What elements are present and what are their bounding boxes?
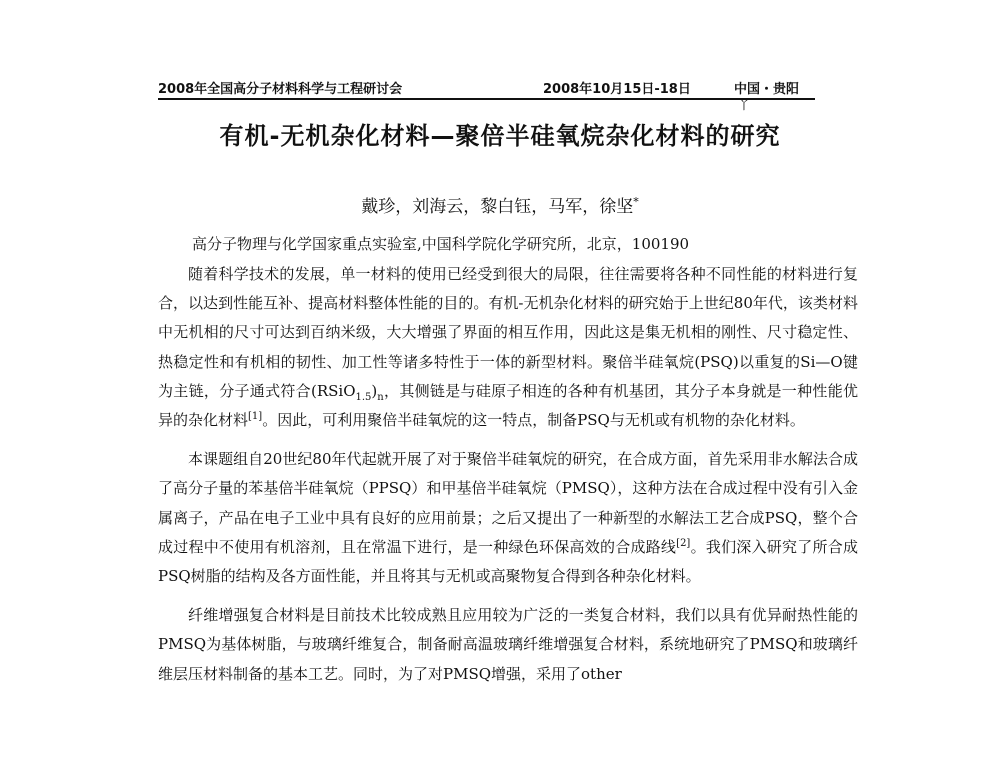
p1-text-b: ) [371, 381, 378, 400]
handwritten-mark: 丫 [738, 98, 751, 112]
paragraph-3 [158, 601, 858, 689]
p1-text-c: ，其侧链是与硅原子相连的各种有机基团，其分子本身就是一种性能优异的杂化材料 [158, 381, 858, 430]
header-rule [158, 98, 815, 100]
body-text [158, 260, 858, 689]
running-header [158, 76, 813, 98]
conference-name: 2008年全国高分子材料科学与工程研讨会 [158, 82, 403, 97]
p2-reference: [2] [676, 537, 691, 549]
author-list [0, 192, 1000, 217]
p2-text-b: 。我们深入研究了所合成PSQ树脂的结构及各方面性能，并且将其与无机或高聚物复合得到各种杂化材料。 [158, 537, 858, 586]
p1-text-a: 随着科学技术的发展，单一材料的使用已经受到很大的局限，往往需要将各种不同性能的材料进行复合，以达到性能互补、提高材料整体性能的目的。有机-无机杂化材料的研究始于上世纪80年代，该类材料中无机相的尺寸可达到百纳米级，大大增强了界面的相互作用，因此这是集无机相的刚性、尺寸稳定性、热稳定性和有机相的韧性、加工性等诸多特性于一体的新型材料。聚倍半硅氧烷(PSQ)以重复的Si—O键为主链，分子通式符合(RSiO [158, 265, 858, 400]
p3-text-a: 纤维增强复合材料是目前技术比较成熟且应用较为广泛的一类复合材料，我们以具有优异耐热性能的PMSQ为基体树脂，与玻璃纤维复合，制备耐高温玻璃纤维增强复合材料，系统地研究了PMSQ和玻璃纤维层压材料制备的基本工艺。同时，为了对PMSQ增强，采用了other [158, 606, 858, 683]
p1-sub-1: 1.5 [355, 391, 372, 403]
conference-place: 中国・贵阳 [734, 82, 800, 97]
p1-reference: [1] [248, 411, 263, 423]
paper-title: 有机-无机杂化材料—聚倍半硅氧烷杂化材料的研究 [219, 122, 781, 150]
conference-date: 2008年10月15日-18日 [543, 82, 691, 97]
affiliation: 高分子物理与化学国家重点实验室,中国科学院化学研究所，北京，100190 [192, 235, 690, 253]
p1-sub-2: n [377, 391, 384, 403]
paragraph-1 [158, 260, 858, 435]
p2-text-a: 本课题组自20世纪80年代起就开展了对于聚倍半硅氧烷的研究，在合成方面，首先采用非水解法合成了高分子量的苯基倍半硅氧烷（PPSQ）和甲基倍半硅氧烷（PMSQ），这种方法在合成过程中没有引入金属离子，产品在电子工业中具有良好的应用前景；之后又提出了一种新型的水解法工艺合成PSQ，整个合成过程中不使用有机溶剂，且在常温下进行，是一种绿色环保高效的合成路线 [158, 450, 858, 556]
paragraph-2 [158, 445, 858, 591]
corresponding-author-star: * [633, 195, 639, 209]
p1-text-d: 。因此，可利用聚倍半硅氧烷的这一特点，制备PSQ与无机或有机物的杂化材料。 [262, 411, 805, 430]
author-names: 戴珍，刘海云，黎白钰，马军，徐坚 [361, 197, 634, 217]
